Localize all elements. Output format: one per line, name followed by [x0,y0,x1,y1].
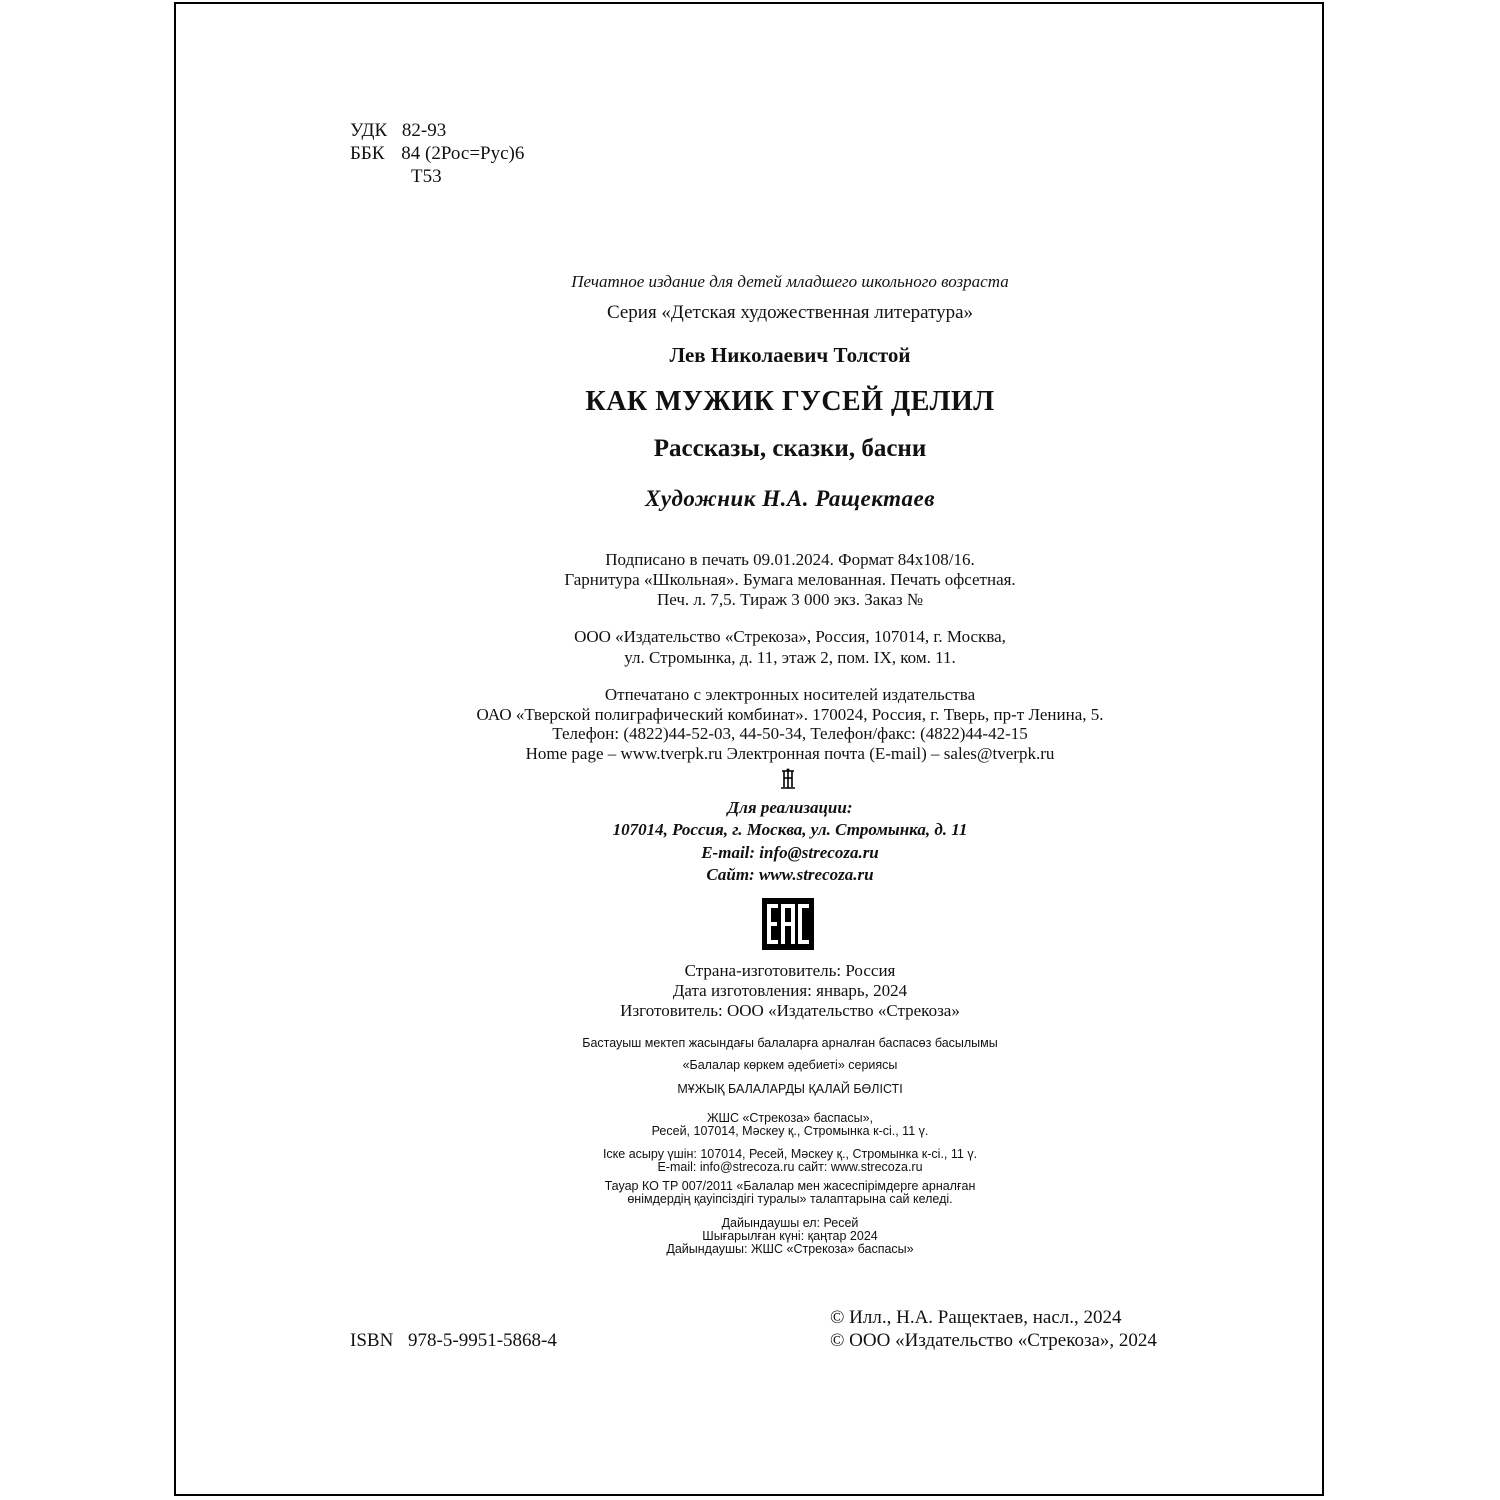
distribution-label: Для реализации: [727,798,853,817]
eac-mark [762,898,814,950]
illustrator: Художник Н.А. Ращектаев [645,486,935,511]
bbk-label: ББК [350,143,385,164]
edition-purpose: Печатное издание для детей младшего школьного возраста [571,272,1009,291]
kazakh-publisher-line: Ресей, 107014, Мәскеу қ., Стромынка к-сі., 11 ү. [651,1124,929,1138]
printer-line: Телефон: (4822)44-52-03, 44-50-34, Телефон/факс: (4822)44-42-15 [552,724,1028,743]
book-subtitle: Рассказы, сказки, басни [653,435,927,462]
kazakh-purpose: Бастауыш мектеп жасындағы балаларға арналған баспасөз басылымы [582,1036,998,1050]
isbn-label: ISBN [350,1330,394,1351]
kazakh-title: МҰЖЫҚ БАЛАЛАРДЫ ҚАЛАЙ БӨЛІСТІ [677,1082,903,1096]
printer-line: Home page – www.tverpk.ru Электронная почта (E-mail) – sales@tverpk.ru [525,744,1055,763]
kazakh-contacts-line: Іске асыру үшін: 107014, Ресей, Мәскеу қ., Стромынка к-сі., 11 ү. [602,1147,978,1161]
kazakh-conformity-line: Тауар КО ТР 007/2011 «Балалар мен жасеспірімдерге арналған [604,1179,976,1193]
copyright-line: © Илл., Н.А. Ращектаев, насл., 2024 [830,1307,1122,1328]
bbk-line [350,143,524,165]
printer-line: Отпечатано с электронных носителей издательства [604,685,976,704]
udk-value: 82-93 [401,120,447,141]
distribution-email: E-mail: info@strecoza.ru [701,843,879,862]
udk-line [350,120,446,142]
kazakh-series: «Балалар көркем әдебиеті» сериясы [682,1058,898,1072]
bbk-value: 84 (2Рос=Рус)6 [401,143,525,164]
tverpk-logo-icon [780,768,796,790]
kazakh-conformity-line: өнімдердің қауіпсіздігі туралы» талаптарына сай келеді. [627,1192,953,1206]
publisher-line: ООО «Издательство «Стрекоза», Россия, 107014, г. Москва, [574,627,1006,646]
isbn-line [350,1330,557,1352]
kazakh-manufacture-line: Шығарылған күні: қаңтар 2024 [702,1229,878,1243]
kazakh-contacts-line: E-mail: info@strecoza.ru сайт: www.strecoza.ru [657,1160,923,1174]
distribution-address: 107014, Россия, г. Москва, ул. Стромынка, д. 11 [612,820,968,839]
manufacture-line: Изготовитель: ООО «Издательство «Стрекоза» [620,1001,960,1020]
print-detail-line: Печ. л. 7,5. Тираж 3 000 экз. Заказ № [656,590,924,609]
manufacture-line: Страна-изготовитель: Россия [684,961,896,980]
author-name: Лев Николаевич Толстой [669,343,911,367]
udk-label: УДК [350,120,388,141]
book-title: КАК МУЖИК ГУСЕЙ ДЕЛИЛ [585,386,995,417]
kazakh-publisher-line: ЖШС «Стрекоза» баспасы», [706,1111,874,1125]
kazakh-manufacture-line: Дайындаушы ел: Ресей [721,1216,859,1230]
isbn-number: 978-5-9951-5868-4 [408,1330,557,1351]
distribution-site: Сайт: www.strecoza.ru [706,865,874,884]
edition-series: Серия «Детская художественная литература» [606,302,974,323]
print-detail-line: Гарнитура «Школьная». Бумага мелованная. Печать офсетная. [564,570,1016,589]
manufacture-line: Дата изготовления: январь, 2024 [672,981,908,1000]
print-detail-line: Подписано в печать 09.01.2024. Формат 84х108/16. [605,550,975,569]
kazakh-manufacture-line: Дайындаушы: ЖШС «Стрекоза» баспасы» [666,1242,914,1256]
eac-icon [762,898,814,950]
printer-line: ОАО «Тверской полиграфический комбинат». 170024, Россия, г. Тверь, пр-т Ленина, 5. [476,705,1104,724]
author-mark: Т53 [411,166,442,187]
publisher-line: ул. Стромынка, д. 11, этаж 2, пом. IX, ком. 11. [624,648,956,667]
copyright-line: © ООО «Издательство «Стрекоза», 2024 [830,1330,1157,1351]
